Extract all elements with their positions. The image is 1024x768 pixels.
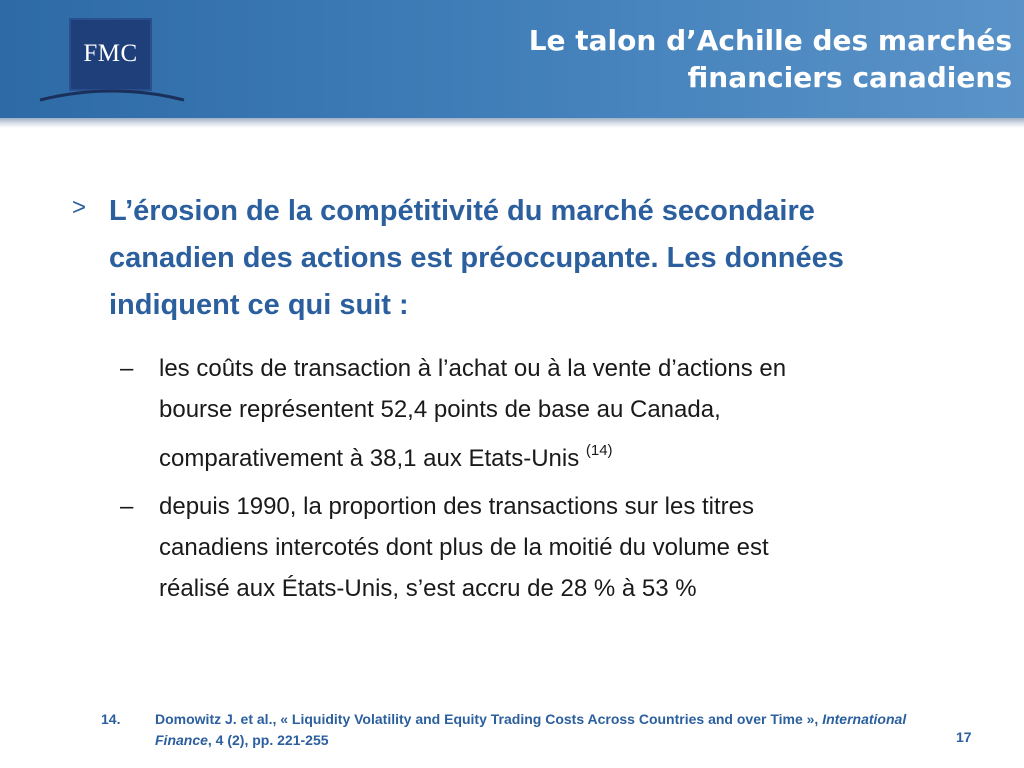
footnote-citation: Domowitz J. et al., « Liquidity Volatility and Equity Trading Costs Across Countries and over Time », [155, 711, 823, 727]
slide-title: Le talon d’Achille des marchés financiers canadiens [528, 24, 1012, 94]
header-bar [0, 0, 1024, 120]
sub-bullet-body: les coûts de transaction à l’achat ou à la vente d’actions en bourse représentent 52,4 points de base au Canada, comparativement à 38,1 aux Etats-Unis [159, 355, 787, 472]
sub-bullet-marker: – [120, 493, 134, 520]
logo-swoosh-icon [38, 84, 186, 108]
sub-bullet-marker: – [120, 355, 134, 382]
sub-bullet-text [159, 348, 939, 479]
footnote-number: 14. [101, 711, 121, 727]
footnote-citation-tail: , 4 (2), pp. 221-255 [207, 732, 329, 748]
sub-bullet-text: depuis 1990, la proportion des transactions sur les titres canadiens intercotés dont plus de la moitié du volume est réalisé aux États-Unis, s’est accru de 28 % à 53 % [159, 493, 769, 602]
page-number: 17 [956, 729, 972, 745]
footnote-reference: (14) [585, 442, 613, 459]
bullet-marker: > [72, 194, 87, 221]
main-bullet-text: L’érosion de la compétitivité du marché secondaire canadien des actions est préoccupante. Les données indiquent ce qui suit : [109, 195, 844, 321]
footnote-journal: International Finance [155, 711, 907, 748]
footnote-text [155, 709, 935, 751]
fmc-logo [69, 18, 152, 91]
logo-text: FMC [83, 40, 138, 67]
header-divider [0, 118, 1024, 128]
